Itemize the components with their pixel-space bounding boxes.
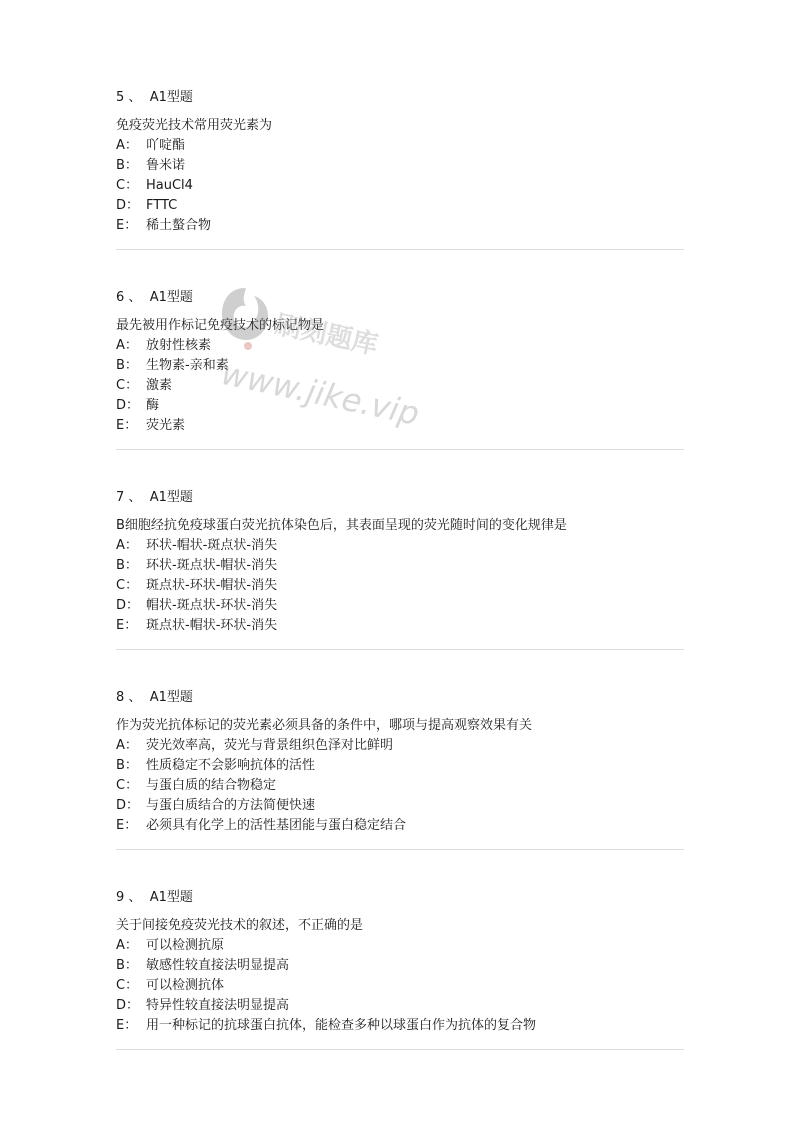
option-text: 放射性核素: [146, 338, 212, 353]
option-text: 稀土螯合物: [146, 218, 212, 233]
option-letter: D：: [116, 398, 140, 413]
question-6: [116, 288, 684, 436]
option-letter: D：: [116, 998, 140, 1013]
option-text: 帽状-斑点状-环状-消失: [146, 598, 278, 613]
option-letter: E：: [116, 1018, 138, 1033]
option-letter: D：: [116, 798, 140, 813]
option-letter: E：: [116, 618, 138, 633]
question-number: 7: [116, 490, 125, 505]
option-letter: E：: [116, 818, 138, 833]
option-letter: C：: [116, 778, 139, 793]
option-d[interactable]: [116, 996, 684, 1016]
option-letter: D：: [116, 198, 140, 213]
question-header: [116, 488, 684, 508]
option-a[interactable]: [116, 936, 684, 956]
option-text: 荧光效率高，荧光与背景组织色泽对比鲜明: [146, 738, 394, 753]
option-letter: A：: [116, 338, 138, 353]
question-type: A1型题: [149, 490, 193, 505]
option-text: 斑点状-环状-帽状-消失: [146, 578, 278, 593]
question-number: 5: [116, 90, 125, 105]
question-type: A1型题: [149, 890, 193, 905]
option-e[interactable]: [116, 616, 684, 636]
question-number: 8: [116, 690, 125, 705]
question-header: [116, 688, 684, 708]
option-letter: D：: [116, 598, 140, 613]
question-stem: 最先被用作标记免疫技术的标记物是: [116, 318, 325, 333]
option-text: 环状-帽状-斑点状-消失: [146, 538, 278, 553]
option-letter: A：: [116, 938, 138, 953]
question-number: 9: [116, 890, 125, 905]
option-d[interactable]: [116, 396, 684, 416]
question-separator: 、: [128, 90, 142, 105]
question-5: [116, 88, 684, 236]
question-type: A1型题: [149, 690, 193, 705]
option-text: 用一种标记的抗球蛋白抗体，能检查多种以球蛋白作为抗体的复合物: [146, 1018, 537, 1033]
question-stem: B细胞经抗免疫球蛋白荧光抗体染色后，其表面呈现的荧光随时间的变化规律是: [116, 518, 567, 533]
option-text: 激素: [146, 378, 173, 393]
option-c[interactable]: [116, 776, 684, 796]
option-e[interactable]: [116, 816, 684, 836]
option-b[interactable]: [116, 756, 684, 776]
question-8: [116, 688, 684, 836]
option-text: 荧光素: [146, 418, 186, 433]
option-c[interactable]: [116, 176, 684, 196]
option-b[interactable]: [116, 956, 684, 976]
option-e[interactable]: [116, 416, 684, 436]
question-9: [116, 888, 684, 1036]
question-header: [116, 888, 684, 908]
option-text: 特异性较直接法明显提高: [146, 998, 290, 1013]
question-header: [116, 88, 684, 108]
question-separator: 、: [128, 490, 142, 505]
option-a[interactable]: [116, 536, 684, 556]
option-text: 鲁米诺: [146, 158, 186, 173]
watermark-url: www.jike.vip: [218, 354, 423, 433]
question-divider: [116, 1049, 684, 1050]
option-a[interactable]: [116, 736, 684, 756]
option-letter: C：: [116, 578, 139, 593]
option-text: HauCl4: [146, 178, 193, 193]
question-divider: [116, 649, 684, 650]
option-letter: C：: [116, 978, 139, 993]
question-divider: [116, 449, 684, 450]
option-text: 吖啶酯: [146, 138, 186, 153]
option-text: 性质稳定不会影响抗体的活性: [146, 758, 316, 773]
option-letter: E：: [116, 418, 138, 433]
question-separator: 、: [128, 290, 142, 305]
option-letter: E：: [116, 218, 138, 233]
option-c[interactable]: [116, 976, 684, 996]
option-text: 可以检测抗体: [146, 978, 225, 993]
option-text: 酶: [146, 398, 160, 413]
question-number: 6: [116, 290, 125, 305]
option-letter: A：: [116, 538, 138, 553]
option-b[interactable]: [116, 356, 684, 376]
option-d[interactable]: [116, 196, 684, 216]
option-text: 生物素-亲和素: [146, 358, 229, 373]
question-stem: 免疫荧光技术常用荧光素为: [116, 118, 273, 133]
option-b[interactable]: [116, 156, 684, 176]
watermark-brand: 刷刻题库: [272, 309, 381, 361]
question-divider: [116, 849, 684, 850]
question-separator: 、: [128, 890, 142, 905]
option-d[interactable]: [116, 796, 684, 816]
question-stem: 关于间接免疫荧光技术的叙述，不正确的是: [116, 918, 364, 933]
question-divider: [116, 249, 684, 250]
option-text: 与蛋白质的结合物稳定: [146, 778, 277, 793]
option-letter: B：: [116, 558, 138, 573]
option-text: 环状-斑点状-帽状-消失: [146, 558, 278, 573]
option-letter: B：: [116, 758, 138, 773]
option-text: 与蛋白质结合的方法简便快速: [146, 798, 316, 813]
question-header: [116, 288, 684, 308]
option-text: 可以检测抗原: [146, 938, 225, 953]
option-text: 必须具有化学上的活性基团能与蛋白稳定结合: [146, 818, 407, 833]
option-letter: C：: [116, 378, 139, 393]
question-type: A1型题: [149, 290, 193, 305]
option-letter: B：: [116, 958, 138, 973]
option-e[interactable]: [116, 1016, 684, 1036]
option-d[interactable]: [116, 596, 684, 616]
option-letter: B：: [116, 358, 138, 373]
option-b[interactable]: [116, 556, 684, 576]
option-letter: A：: [116, 738, 138, 753]
option-text: 敏感性较直接法明显提高: [146, 958, 290, 973]
option-letter: C：: [116, 178, 139, 193]
option-a[interactable]: [116, 336, 684, 356]
option-c[interactable]: [116, 376, 684, 396]
option-c[interactable]: [116, 576, 684, 596]
option-letter: A：: [116, 138, 138, 153]
question-7: [116, 488, 684, 636]
option-text: FTTC: [146, 198, 178, 213]
option-letter: B：: [116, 158, 138, 173]
question-type: A1型题: [149, 90, 193, 105]
question-stem: 作为荧光抗体标记的荧光素必须具备的条件中，哪项与提高观察效果有关: [116, 718, 533, 733]
option-text: 斑点状-帽状-环状-消失: [146, 618, 278, 633]
question-separator: 、: [128, 690, 142, 705]
option-a[interactable]: [116, 136, 684, 156]
option-e[interactable]: [116, 216, 684, 236]
